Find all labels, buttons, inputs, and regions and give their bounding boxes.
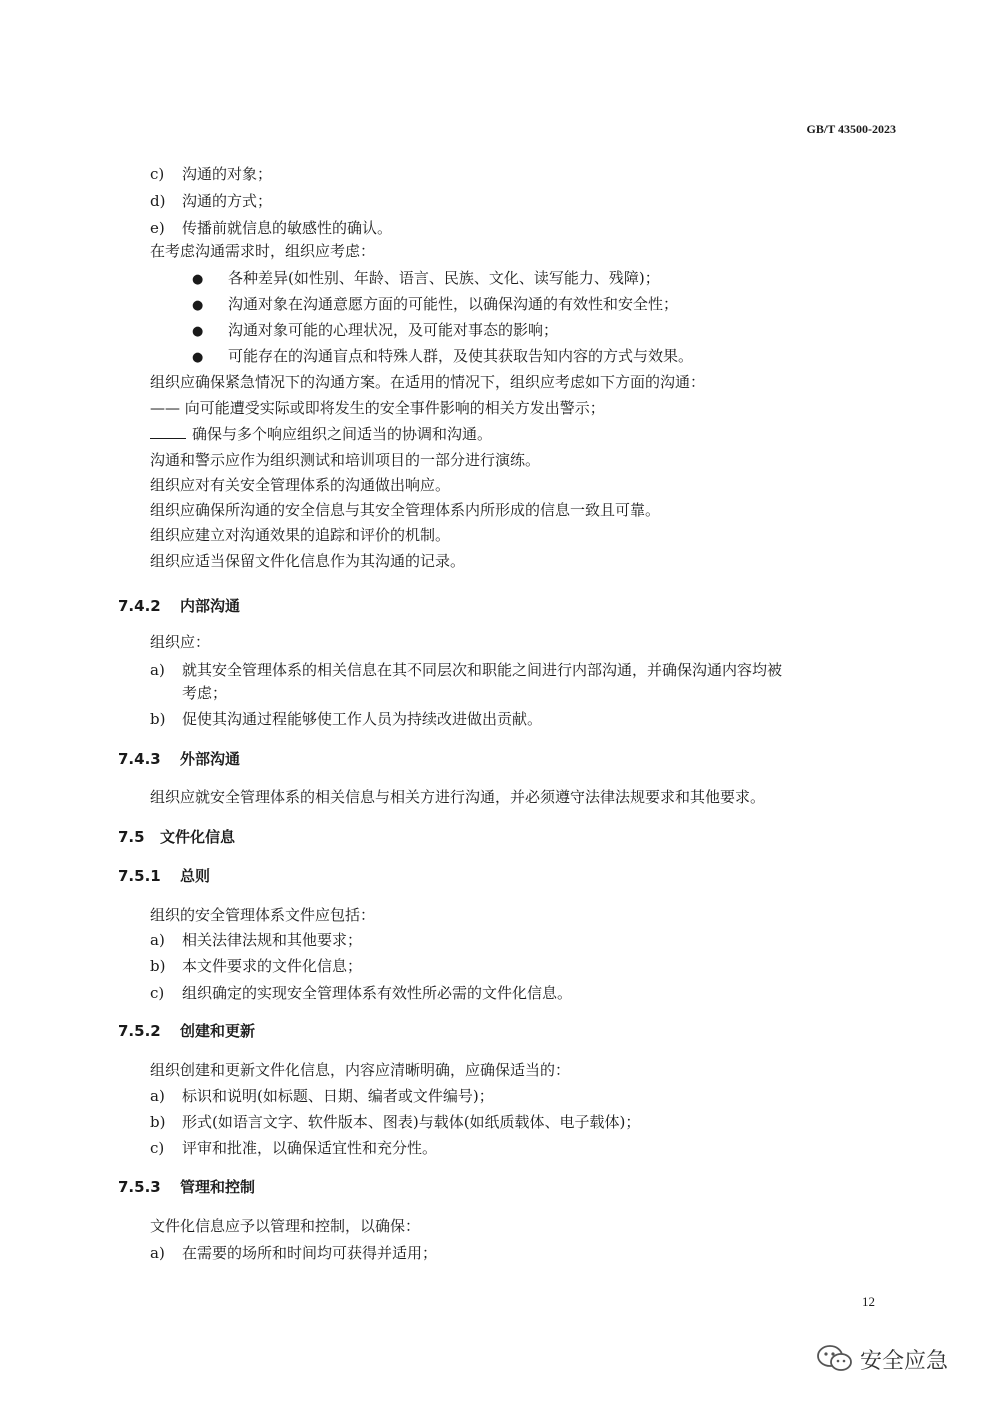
bullet-icon: ● <box>192 350 204 365</box>
paragraph: 组织应就安全管理体系的相关信息与相关方进行沟通，并必须遵守法律法规要求和其他要求。 <box>150 788 766 806</box>
page-number: 12 <box>862 1294 875 1309</box>
watermark-text: 安全应急 <box>860 1349 949 1374</box>
list-label: a) <box>150 661 165 679</box>
section-heading <box>118 827 235 847</box>
list-text: 促使其沟通过程能够使工作人员为持续改进做出贡献。 <box>182 710 543 728</box>
list-item <box>150 164 272 184</box>
paragraph: 组织应确保紧急情况下的沟通方案。在适用的情况下，组织应考虑如下方面的沟通： <box>150 373 706 391</box>
bullet-item <box>192 346 693 368</box>
list-label: a) <box>150 1244 165 1262</box>
list-item <box>150 1138 437 1158</box>
list-text: 就其安全管理体系的相关信息在其不同层次和职能之间进行内部沟通，并确保沟通内容均被 <box>182 661 783 679</box>
list-text: 标识和说明(如标题、日期、编者或文件编号)； <box>182 1087 494 1105</box>
section-title: 外部沟通 <box>180 750 241 768</box>
list-label: b) <box>150 710 166 728</box>
section-heading <box>118 1021 255 1041</box>
list-item <box>150 660 782 680</box>
bullet-item <box>192 268 660 290</box>
section-title: 管理和控制 <box>180 1178 256 1196</box>
paragraph: 在考虑沟通需求时，组织应考虑： <box>150 242 376 260</box>
list-item <box>150 983 572 1003</box>
bullet-icon: ● <box>192 324 204 339</box>
section-number: 7.5.2 <box>118 1022 161 1040</box>
list-label: c) <box>150 1139 165 1157</box>
section-number: 7.4.2 <box>118 597 161 615</box>
list-text: 组织确定的实现安全管理体系有效性所必需的文件化信息。 <box>182 984 573 1002</box>
section-heading <box>118 596 240 616</box>
list-label: a) <box>150 931 165 949</box>
bullet-text: 沟通对象可能的心理状况，及可能对事态的影响； <box>228 321 559 339</box>
paragraph: 组织应适当保留文件化信息作为其沟通的记录。 <box>150 552 466 570</box>
section-title: 总则 <box>180 867 211 885</box>
bullet-text: 可能存在的沟通盲点和特殊人群，及使其获取告知内容的方式与效果。 <box>228 347 694 365</box>
list-label: e) <box>150 219 165 237</box>
bullet-item <box>192 294 678 316</box>
dash-item <box>150 424 492 444</box>
section-number: 7.5 <box>118 828 145 846</box>
dash-text: 确保与多个响应组织之间适当的协调和沟通。 <box>192 425 493 443</box>
section-heading <box>118 1177 255 1197</box>
section-number: 7.4.3 <box>118 750 161 768</box>
standard-id: GB/T 43500-2023 <box>806 122 896 136</box>
list-label: a) <box>150 1087 165 1105</box>
paragraph: 组织创建和更新文件化信息，内容应清晰明确，应确保适当的： <box>150 1061 571 1079</box>
section-number: 7.5.3 <box>118 1178 161 1196</box>
bullet-text: 各种差异(如性别、年龄、语言、民族、文化、读写能力、残障)； <box>228 269 660 287</box>
bullet-icon: ● <box>192 272 204 287</box>
section-number: 7.5.1 <box>118 867 161 885</box>
list-label: c) <box>150 165 165 183</box>
section-title: 创建和更新 <box>180 1022 256 1040</box>
list-label: c) <box>150 984 165 1002</box>
paragraph: 组织应对有关安全管理体系的沟通做出响应。 <box>150 476 451 494</box>
section-title: 内部沟通 <box>180 597 241 615</box>
list-item <box>150 930 362 950</box>
list-label: d) <box>150 192 166 210</box>
list-text: 传播前就信息的敏感性的确认。 <box>182 219 393 237</box>
paragraph: 组织应确保所沟通的安全信息与其安全管理体系内所形成的信息一致且可靠。 <box>150 501 661 519</box>
bullet-text: 沟通对象在沟通意愿方面的可能性，以确保沟通的有效性和安全性； <box>228 295 679 313</box>
paragraph: 组织应建立对沟通效果的追踪和评价的机制。 <box>150 526 451 544</box>
list-item <box>150 1112 640 1132</box>
section-heading <box>118 749 240 769</box>
list-item <box>150 1243 437 1263</box>
list-text: 相关法律法规和其他要求； <box>182 931 363 949</box>
dash-item: —— 向可能遭受实际或即将发生的安全事件影响的相关方发出警示； <box>150 399 605 417</box>
list-label: b) <box>150 957 166 975</box>
paragraph: 文件化信息应予以管理和控制，以确保： <box>150 1217 421 1235</box>
section-title: 文件化信息 <box>160 828 236 846</box>
paragraph: 组织的安全管理体系文件应包括： <box>150 906 376 924</box>
list-text: 在需要的场所和时间均可获得并适用； <box>182 1244 438 1262</box>
list-text: 本文件要求的文件化信息； <box>182 957 363 975</box>
list-text-continued: 考虑； <box>182 684 228 702</box>
bullet-icon: ● <box>192 298 204 313</box>
list-text: 沟通的方式； <box>182 192 273 210</box>
list-text: 沟通的对象； <box>182 165 273 183</box>
list-item <box>150 1086 494 1106</box>
list-item <box>150 218 392 238</box>
list-item <box>150 191 272 211</box>
list-item <box>150 709 542 729</box>
list-text: 形式(如语言文字、软件版本、图表)与载体(如纸质载体、电子载体)； <box>182 1113 641 1131</box>
list-label: b) <box>150 1113 166 1131</box>
section-heading <box>118 866 210 886</box>
paragraph: 组织应： <box>150 633 211 651</box>
list-item <box>150 956 362 976</box>
wechat-icon <box>816 1344 854 1374</box>
blank-line <box>150 424 186 439</box>
bullet-item <box>192 320 558 342</box>
list-text: 评审和批准，以确保适宜性和充分性。 <box>182 1139 438 1157</box>
paragraph: 沟通和警示应作为组织测试和培训项目的一部分进行演练。 <box>150 451 541 469</box>
